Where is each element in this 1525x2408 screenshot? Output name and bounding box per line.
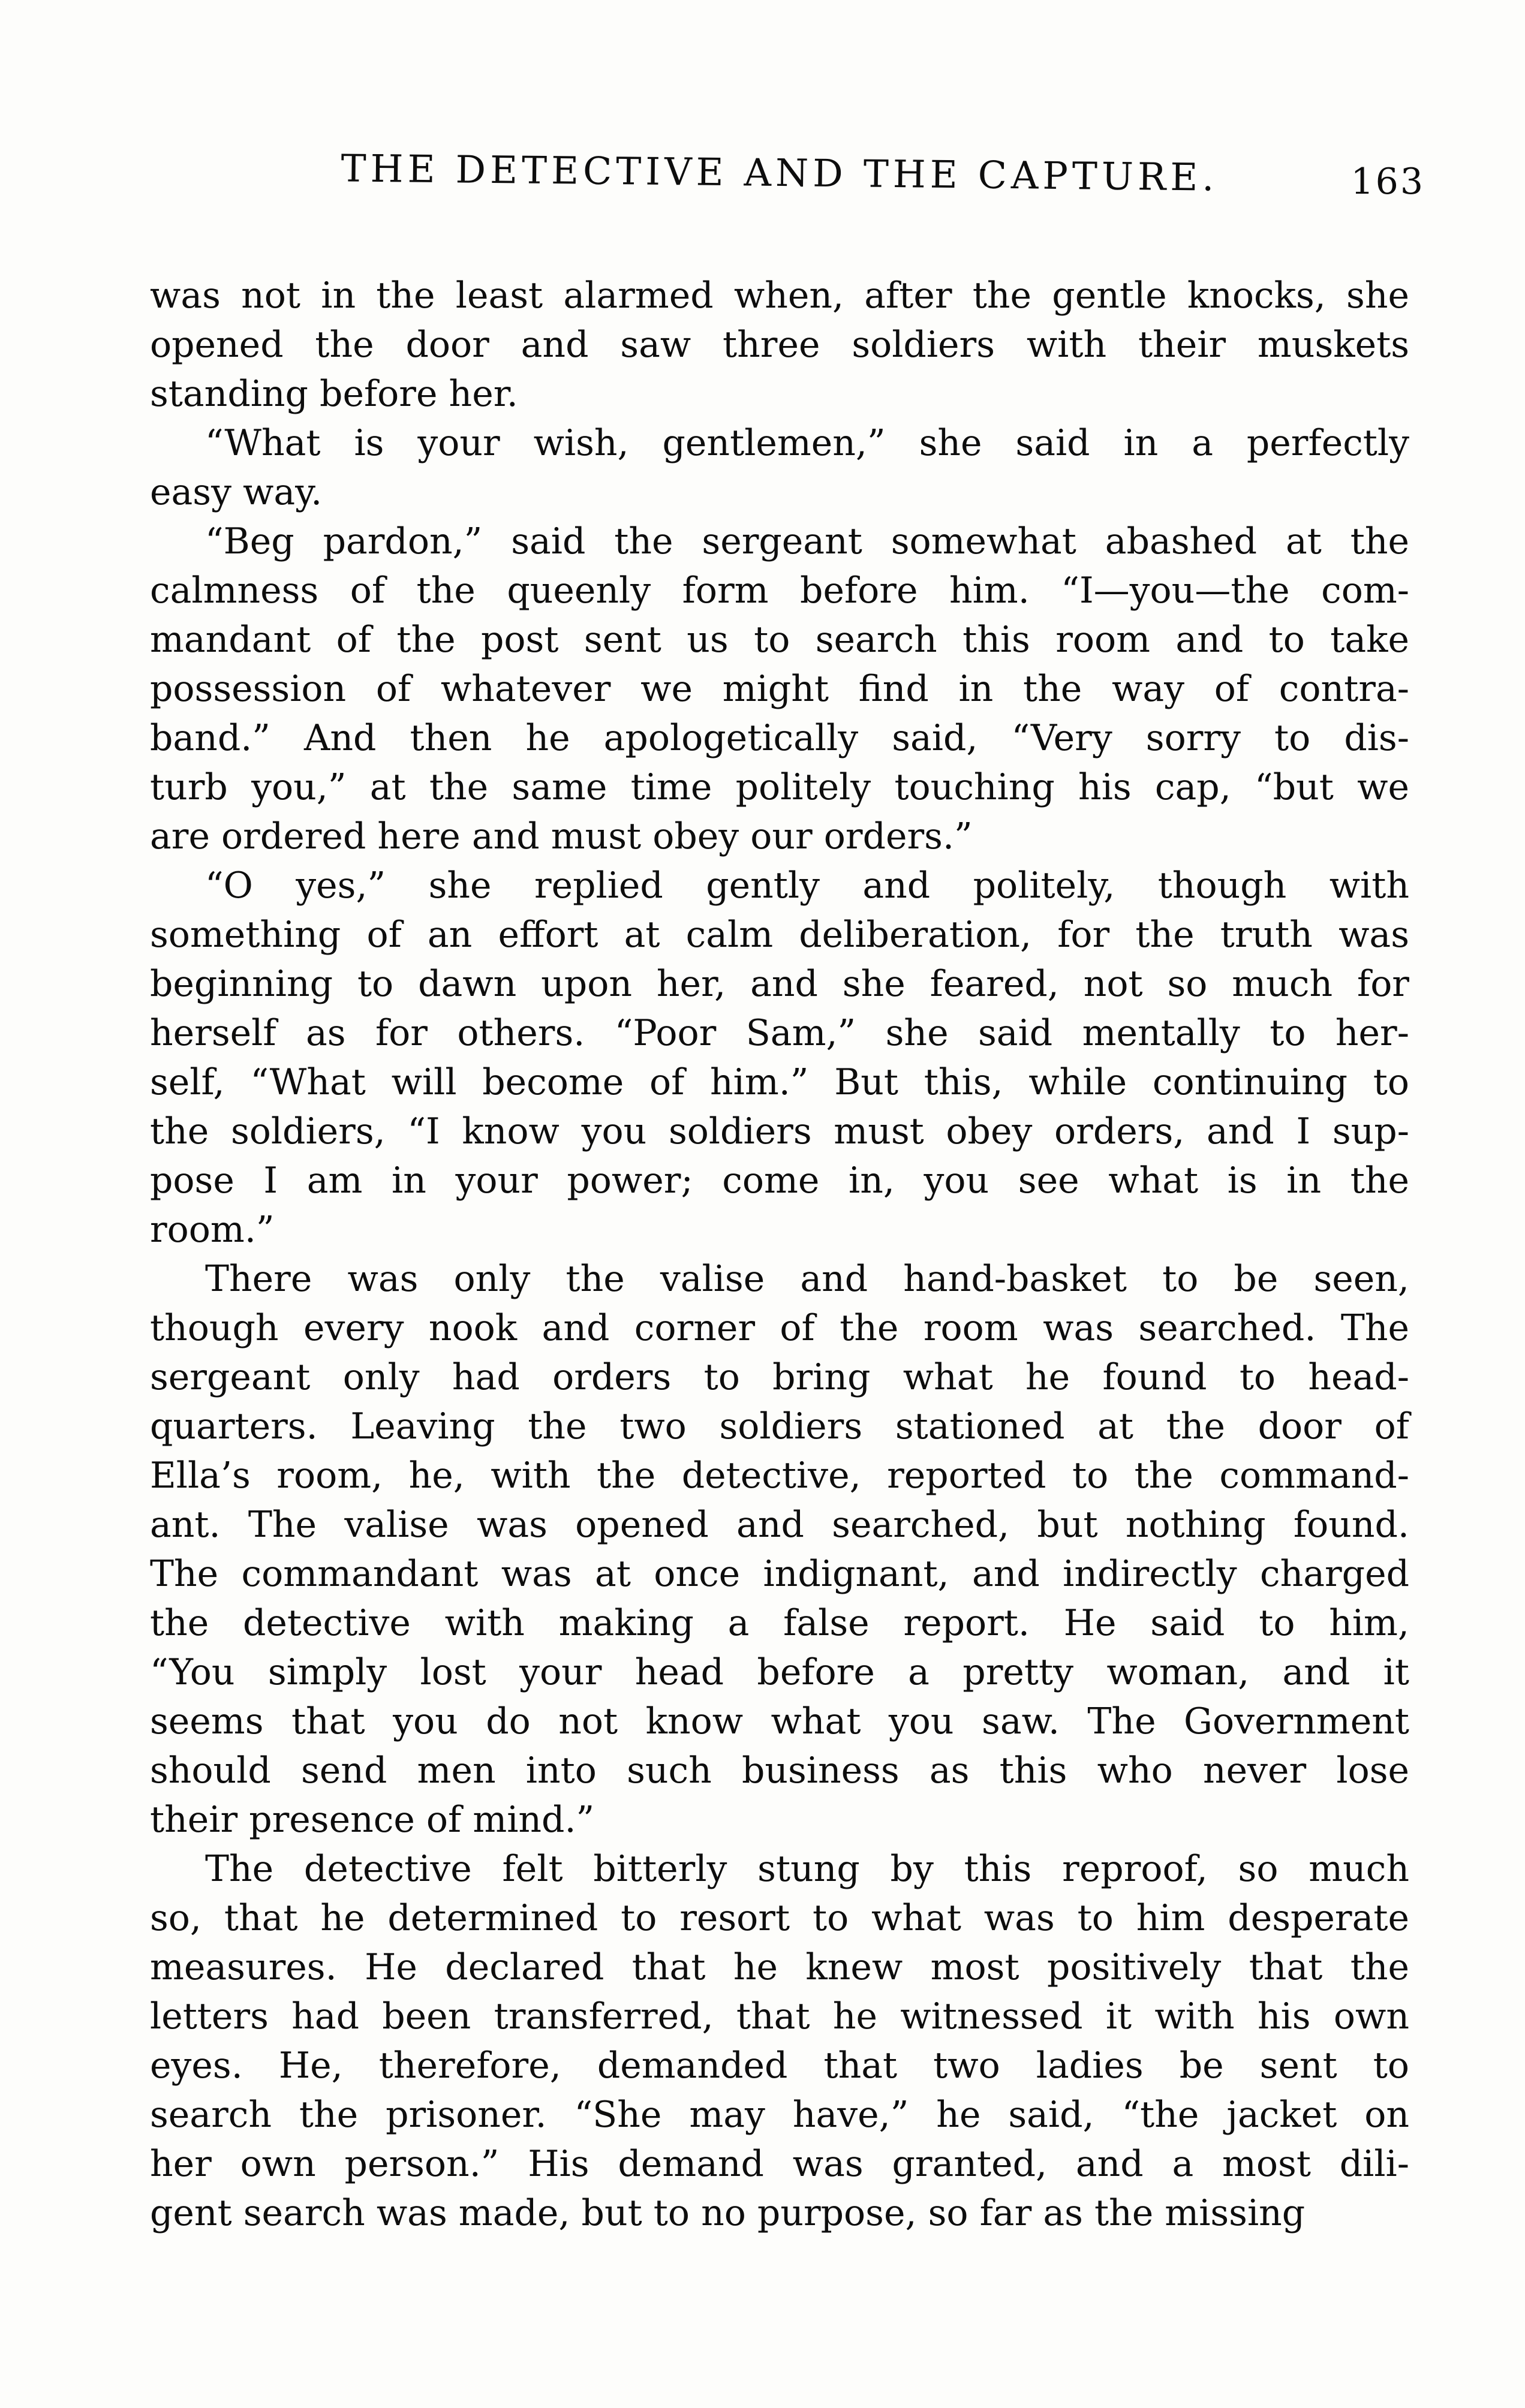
paragraph <box>150 1254 1409 1844</box>
text-line: so, that he determined to resort to what was to him desperate <box>150 1897 1409 1939</box>
text-line: ant. The valise was opened and searched, but nothing found. <box>150 1504 1409 1546</box>
text-line: mandant of the post sent us to search this room and to take <box>150 619 1409 661</box>
text-line: turb you,” at the same time politely touching his cap, “but we <box>150 766 1409 808</box>
text-line: The detective felt bitterly stung by this reproof, so much <box>205 1848 1409 1890</box>
paragraph <box>150 861 1409 1254</box>
text-line: are ordered here and must obey our orders.” <box>150 815 973 857</box>
text-line: eyes. He, therefore, demanded that two ladies be sent to <box>150 2045 1409 2087</box>
text-line: her own person.” His demand was granted, and a most dili- <box>150 2143 1409 2185</box>
text-line: There was only the valise and hand-basket to be seen, <box>205 1258 1409 1300</box>
text-line: beginning to dawn upon her, and she feared, not so much for <box>150 963 1409 1005</box>
text-line: “O yes,” she replied gently and politely, though with <box>205 865 1409 907</box>
text-line: was not in the least alarmed when, after the gentle knocks, she <box>150 275 1409 317</box>
text-line: room.” <box>150 1209 275 1251</box>
text-line: The commandant was at once indignant, and indirectly charged <box>150 1553 1409 1595</box>
text-line: pose I am in your power; come in, you see what is in the <box>150 1160 1409 1202</box>
text-line: calmness of the queenly form before him. “I—you—the com- <box>150 570 1409 612</box>
text-line: their presence of mind.” <box>150 1799 595 1841</box>
text-line: gent search was made, but to no purpose, so far as the missing <box>150 2192 1306 2234</box>
text-line: standing before her. <box>150 373 518 415</box>
text-line: should send men into such business as this who never lose <box>150 1750 1409 1792</box>
text-line: self, “What will become of him.” But this, while continuing to <box>150 1061 1409 1103</box>
text-line: “Beg pardon,” said the sergeant somewhat abashed at the <box>205 520 1409 562</box>
text-line: the detective with making a false report. He said to him, <box>150 1602 1409 1644</box>
text-line: something of an effort at calm deliberation, for the truth was <box>150 914 1409 956</box>
text-line: quarters. Leaving the two soldiers stationed at the door of <box>150 1405 1409 1447</box>
text-line: band.” And then he apologetically said, “Very sorry to dis- <box>150 717 1409 759</box>
text-line: Ella’s room, he, with the detective, reported to the command- <box>150 1455 1409 1497</box>
paragraph <box>150 1844 1409 2238</box>
page-text <box>150 271 1409 2238</box>
running-head-title: THE DETECTIVE AND THE CAPTURE. <box>341 146 1219 200</box>
text-line: measures. He declared that he knew most positively that the <box>150 1946 1409 1988</box>
paragraph <box>150 419 1409 517</box>
text-line: search the prisoner. “She may have,” he said, “the jacket on <box>150 2094 1409 2136</box>
paragraph <box>150 271 1409 419</box>
text-line: seems that you do not know what you saw. The Government <box>150 1700 1409 1742</box>
text-line: sergeant only had orders to bring what he found to head- <box>150 1356 1409 1398</box>
paragraph <box>150 517 1409 861</box>
text-line: possession of whatever we might find in the way of contra- <box>150 668 1409 710</box>
text-line: though every nook and corner of the room was searched. The <box>150 1307 1409 1349</box>
page-number: 163 <box>1350 161 1425 203</box>
text-line: the soldiers, “I know you soldiers must obey orders, and I sup- <box>150 1110 1409 1152</box>
text-line: opened the door and saw three soldiers with their muskets <box>150 324 1409 366</box>
page-header <box>150 146 1425 205</box>
text-line: “You simply lost your head before a pretty woman, and it <box>150 1651 1409 1693</box>
text-line: “What is your wish, gentlemen,” she said in a perfectly <box>205 422 1409 464</box>
text-line: herself as for others. “Poor Sam,” she said mentally to her- <box>150 1012 1409 1054</box>
text-line: easy way. <box>150 471 323 513</box>
text-line: letters had been transferred, that he witnessed it with his own <box>150 1995 1409 2037</box>
